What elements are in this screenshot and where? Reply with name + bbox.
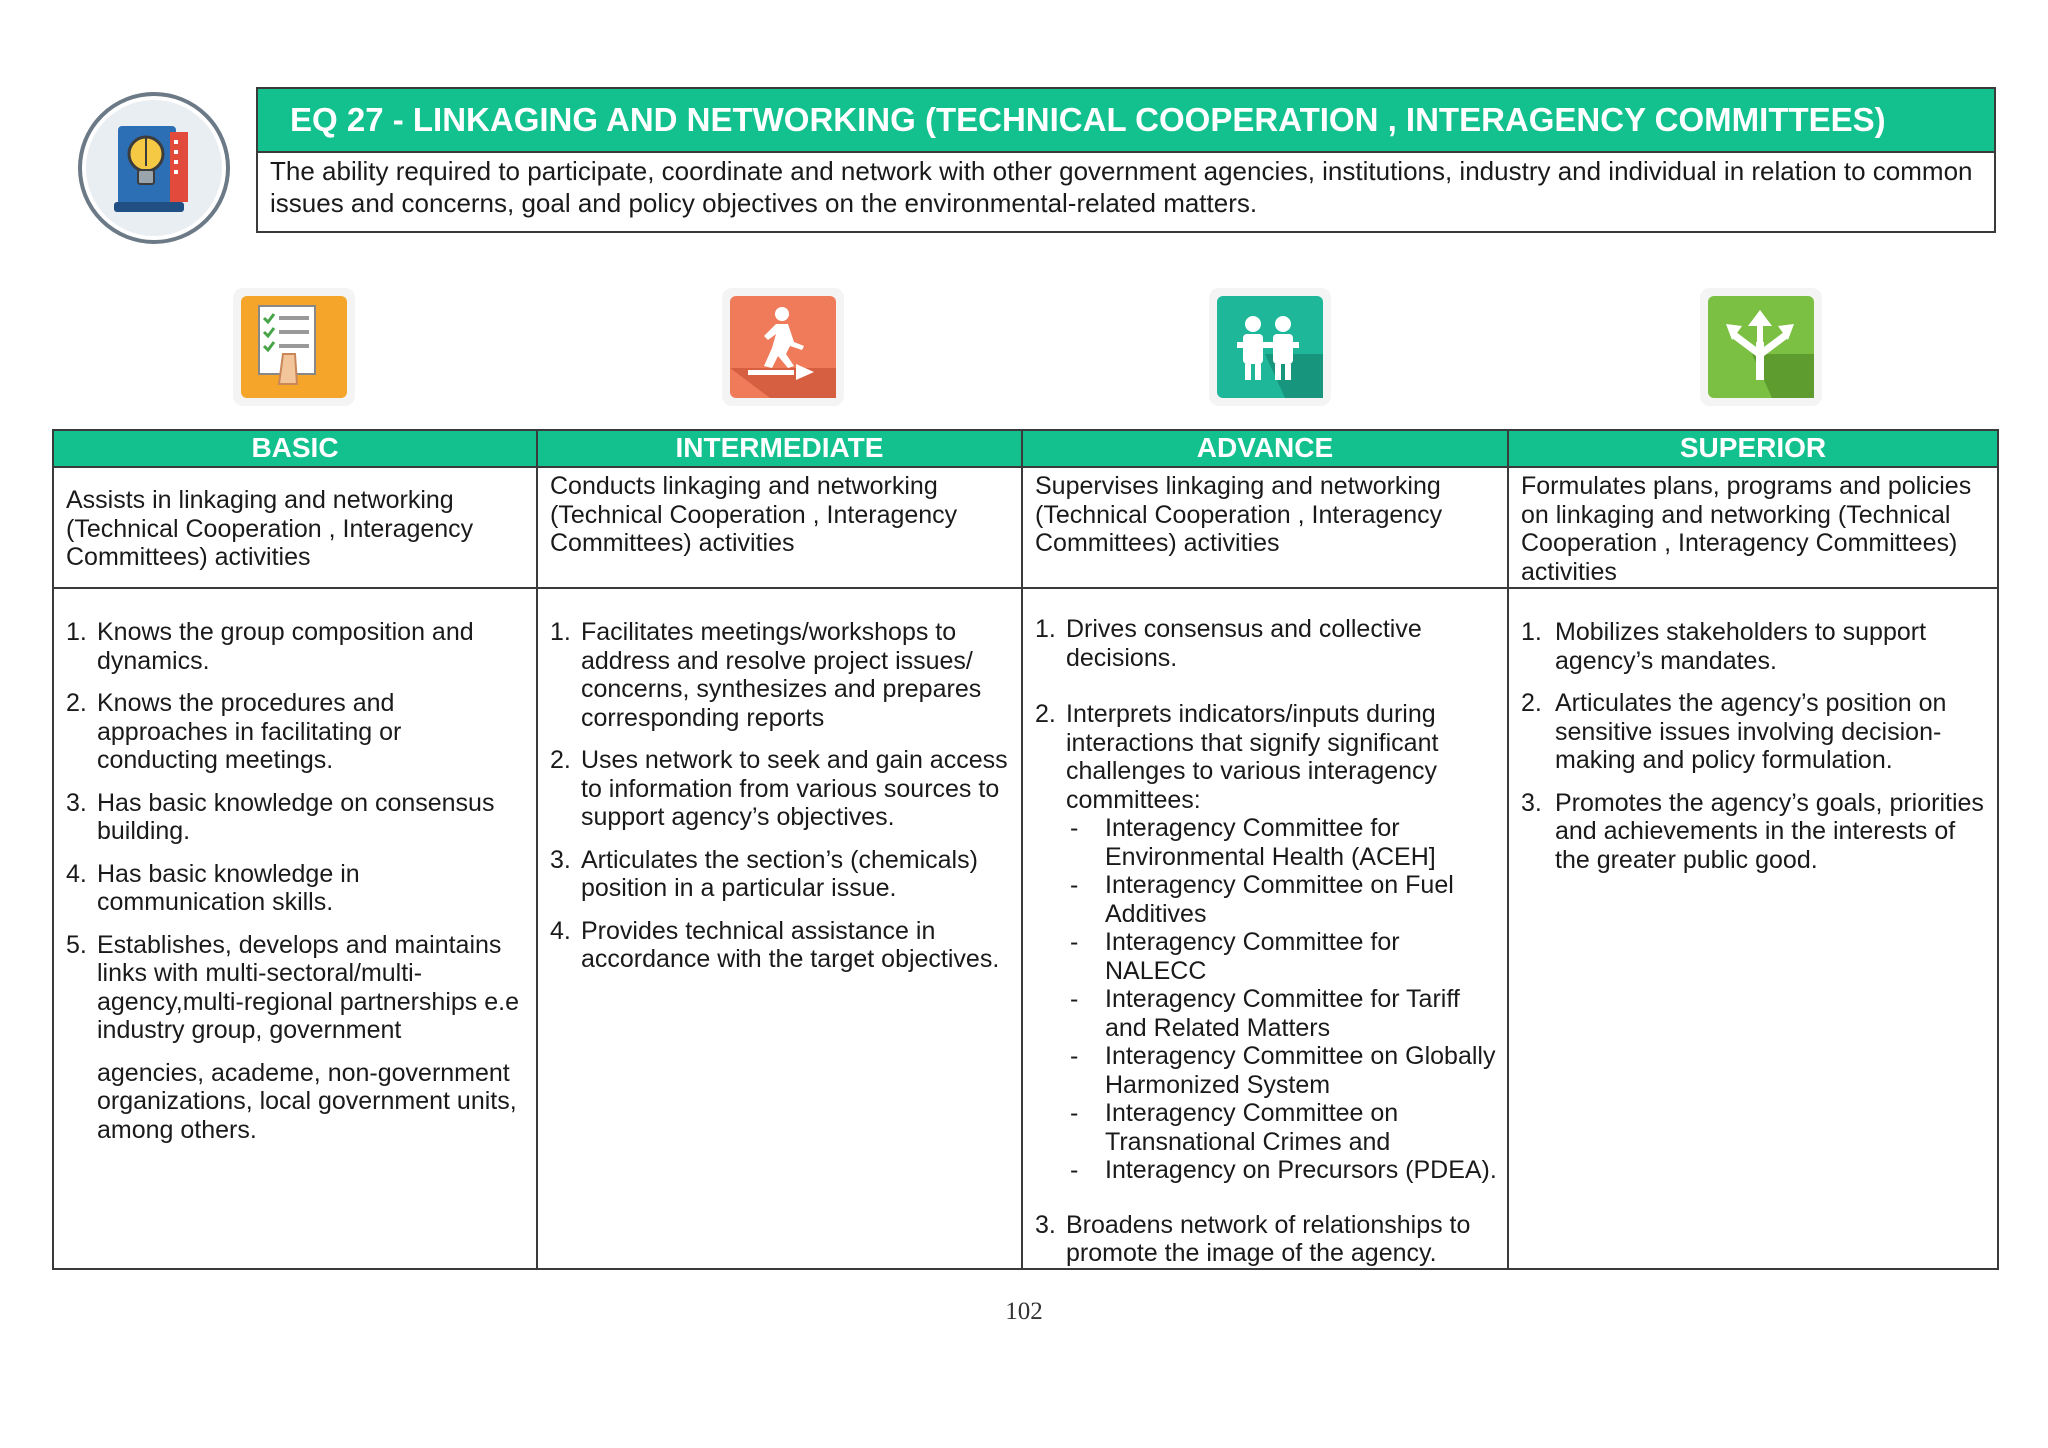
level-header-intermediate: INTERMEDIATE [537,430,1022,467]
summary-superior: Formulates plans, programs and policies on linkaging and networking (Technical Cooperation , Interagency Committees) activities [1508,467,1998,588]
list-item: 1. Facilitates meetings/workshops to address and resolve project issues/ concerns, synthesizes and prepares corresponding reports [550,618,982,732]
list-item: 3. Promotes the agency’s goals, priorities and achievements in the interests of the greater public good. [1521,788,1984,874]
list-item: 4. Provides technical assistance in accordance with the target objectives. [550,916,1000,973]
indicators-intermediate [537,588,1022,1269]
list-item: 3. Broadens network of relationships to promote the image of the agency. [1035,1210,1471,1267]
sub-list-item: - Interagency Committee on Globally Harmonized System [1070,1042,1496,1099]
summary-row [53,467,1998,588]
list-item: 2. Articulates the agency’s position on sensitive issues involving decision-making and policy formulation. [1521,689,1947,774]
checklist-hand-icon [229,284,359,410]
competency-header [256,87,1996,233]
list-item: 1. Mobilizes stakeholders to support agency’s mandates. [1521,618,1927,675]
list-item: 3. Has basic knowledge on consensus building. [66,788,495,845]
list-item: 4. Has basic knowledge in communication skills. [66,859,360,916]
level-header-basic: BASIC [53,430,537,467]
diverging-arrows-icon [1696,284,1826,410]
list-item: 3. Articulates the section’s (chemicals) position in a particular issue. [550,845,978,902]
summary-intermediate: Conducts linkaging and networking (Technical Cooperation , Interagency Committees) activities [537,467,1022,588]
sub-list-item: - Interagency Committee for Environmental Health (ACEH] [1070,814,1436,871]
level-header-superior: SUPERIOR [1508,430,1998,467]
summary-advance: Supervises linkaging and networking (Technical Cooperation , Interagency Committees) activities [1022,467,1508,588]
indicators-superior [1508,588,1998,1269]
list-item: 1. Drives consensus and collective decisions. [1035,615,1422,672]
list-item: 5. Establishes, develops and maintains links with multi-sectoral/multi-agency,multi-regional partnerships e.e industry group, government agencies, academe, non-government organizations, local government units, among others. [66,930,519,1144]
list-item: 2. Interprets indicators/inputs during interactions that signify significant challenges to various interagency committees: - Interagency Committee for Environmental Health (ACEH] - Interagency Committee on Fuel Additives - Interagency Committee for NALECC - Interagency Committee for Tariff and Related Matters - Interagency Committee on Globally Harmonized System - Interagency Committee on Transnational Crimes and - Interagency on Precursors (PDEA). [1035,700,1497,1184]
indicators-row [53,588,1998,1269]
indicators-advance [1022,588,1508,1269]
sub-list-item: - Interagency Committee for NALECC [1070,928,1400,985]
summary-basic: Assists in linkaging and networking (Technical Cooperation , Interagency Committees) activities [53,467,537,588]
competency-description: The ability required to participate, coordinate and network with other government agencies, institutions, industry and individual in relation to common issues and concerns, goal and policy objectives on the environmental-related matters. [270,156,1973,218]
running-person-exit-icon [718,284,848,410]
table-header-row [53,430,1998,467]
indicators-basic [53,588,537,1269]
competency-levels-table [52,429,1999,1270]
page-number: 102 [1005,1298,1043,1325]
sub-list-item: - Interagency Committee on Fuel Additives [1070,871,1454,928]
team-people-icon [1205,284,1335,410]
sub-list-item: - Interagency Committee for Tariff and Related Matters [1070,985,1460,1042]
list-item: 2. Knows the procedures and approaches in facilitating or conducting meetings. [66,689,402,774]
sub-list-item: - Interagency Committee on Transnational Crimes and [1070,1099,1399,1156]
list-item: 2. Uses network to seek and gain access to information from various sources to support agency’s objectives. [550,746,1008,831]
book-lightbulb-icon [74,90,234,246]
sub-list-item: - Interagency on Precursors (PDEA). [1070,1156,1497,1184]
list-item: 1. Knows the group composition and dynamics. [66,618,474,675]
level-header-advance: ADVANCE [1022,430,1508,467]
page-title: EQ 27 - LINKAGING AND NETWORKING (TECHNICAL COOPERATION , INTERAGENCY COMMITTEES) [258,89,1994,153]
